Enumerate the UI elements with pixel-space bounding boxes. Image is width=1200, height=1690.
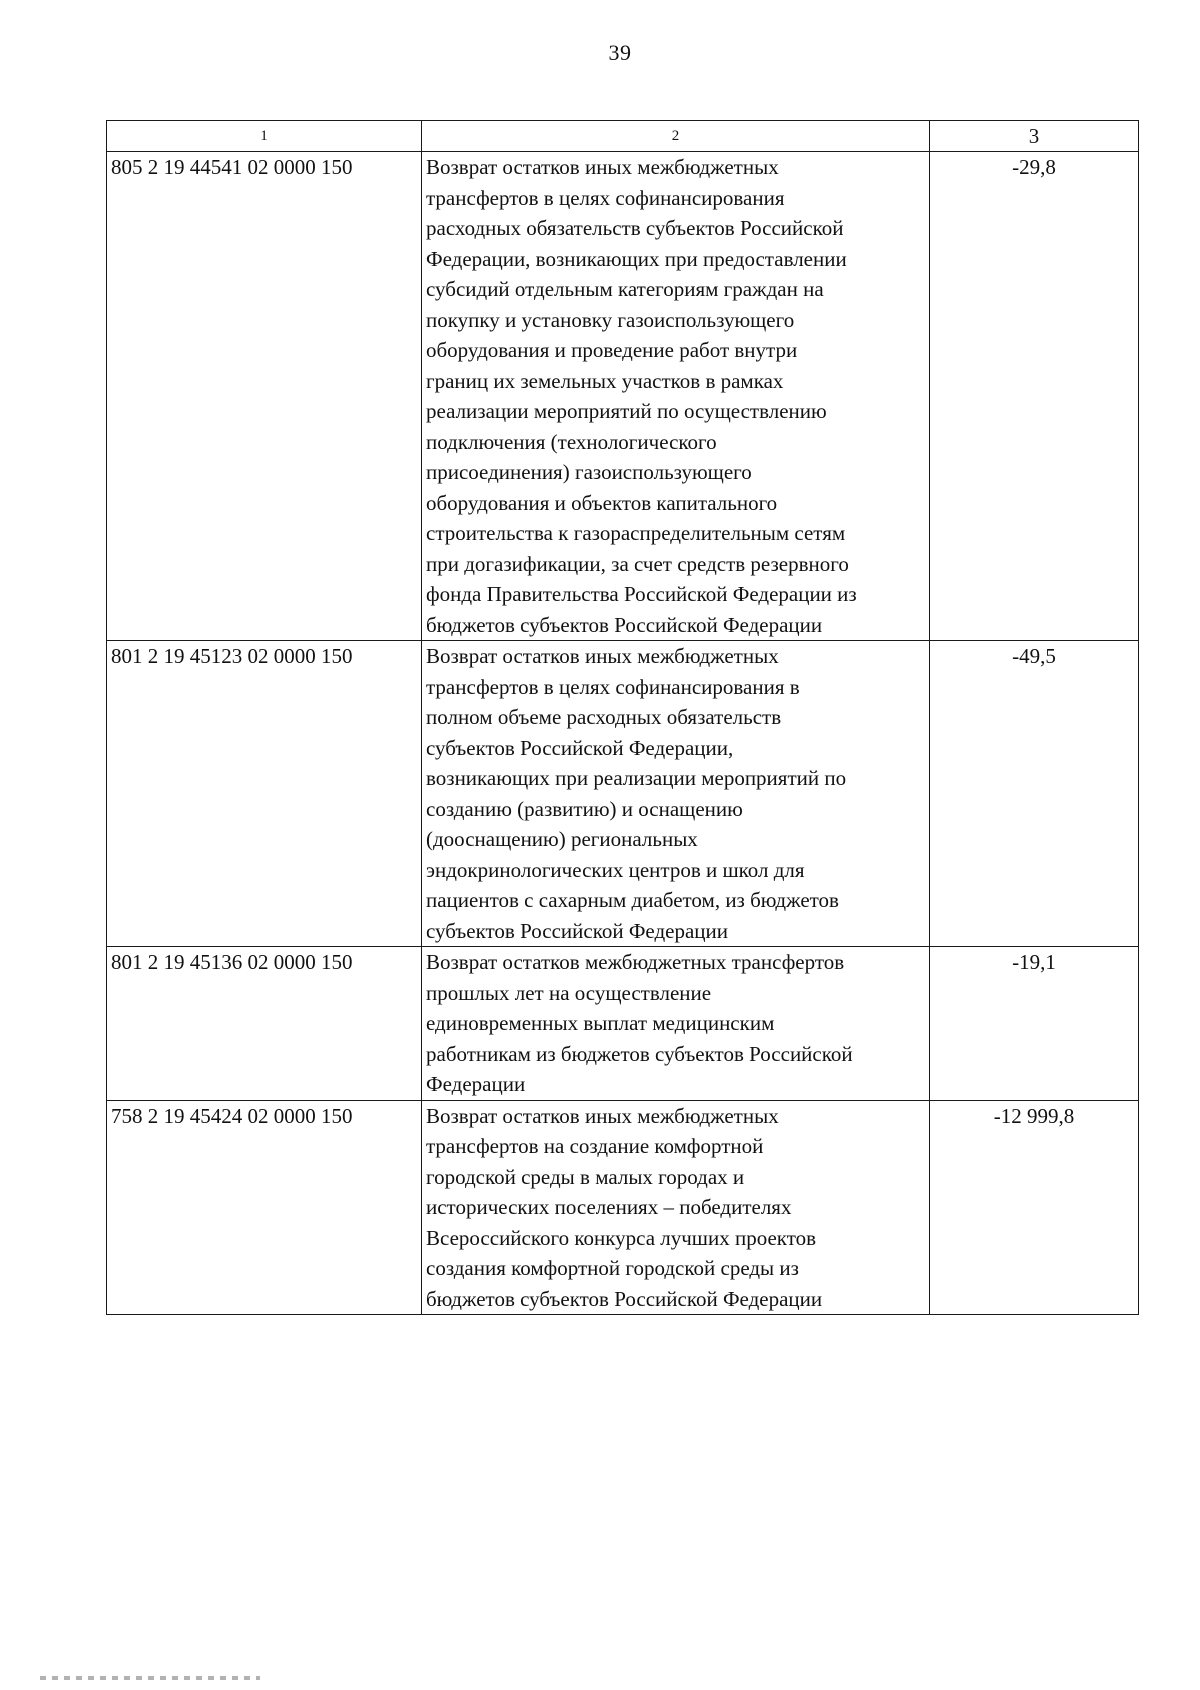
description-cell: Возврат остатков межбюджетных трансфертов прошлых лет на осуществление единовременных выплат медицинским работникам из бюджетов субъектов Российской Федерации [422, 947, 930, 1101]
amount-cell: -19,1 [930, 947, 1139, 1101]
table-row [107, 152, 1139, 641]
description-cell: Возврат остатков иных межбюджетных трансфертов в целях софинансирования расходных обязательств субъектов Российской Федерации, возникающих при предоставлении субсидий отдельным категориям граждан на покупку и установку газоиспользующего оборудования и проведение работ внутри границ их земельных участков в рамках реализации мероприятий по осуществлению подключения (технологического присоединения) газоиспользующего оборудования и объектов капитального строительства к газораспределительным сетям при догазификации, за счет средств резервного фонда Правительства Российской Федерации из бюджетов субъектов Российской Федерации [422, 152, 930, 641]
column-header-1: 1 [107, 121, 422, 152]
scan-artifact-specks [40, 1676, 260, 1680]
column-header-2: 2 [422, 121, 930, 152]
table-body [107, 152, 1139, 1315]
amount-cell: -12 999,8 [930, 1100, 1139, 1315]
table-row [107, 1100, 1139, 1315]
table-header [107, 121, 1139, 152]
header-row [107, 121, 1139, 152]
description-cell: Возврат остатков иных межбюджетных трансфертов в целях софинансирования в полном объеме расходных обязательств субъектов Российской Федерации, возникающих при реализации мероприятий по созданию (развитию) и оснащению (дооснащению) региональных эндокринологических центров и школ для пациентов с сахарным диабетом, из бюджетов субъектов Российской Федерации [422, 641, 930, 947]
amount-cell: -49,5 [930, 641, 1139, 947]
table-row [107, 641, 1139, 947]
budget-code-cell: 801 2 19 45136 02 0000 150 [107, 947, 422, 1101]
budget-code-cell: 758 2 19 45424 02 0000 150 [107, 1100, 422, 1315]
page-number: 39 [608, 40, 632, 65]
description-cell: Возврат остатков иных межбюджетных трансфертов на создание комфортной городской среды в малых городах и исторических поселениях – победителях Всероссийского конкурса лучших проектов создания комфортной городской среды из бюджетов субъектов Российской Федерации [422, 1100, 930, 1315]
amount-cell: -29,8 [930, 152, 1139, 641]
budget-code-cell: 805 2 19 44541 02 0000 150 [107, 152, 422, 641]
table-row [107, 947, 1139, 1101]
column-header-3: 3 [930, 121, 1139, 152]
budget-code-cell: 801 2 19 45123 02 0000 150 [107, 641, 422, 947]
budget-table [106, 120, 1139, 1315]
